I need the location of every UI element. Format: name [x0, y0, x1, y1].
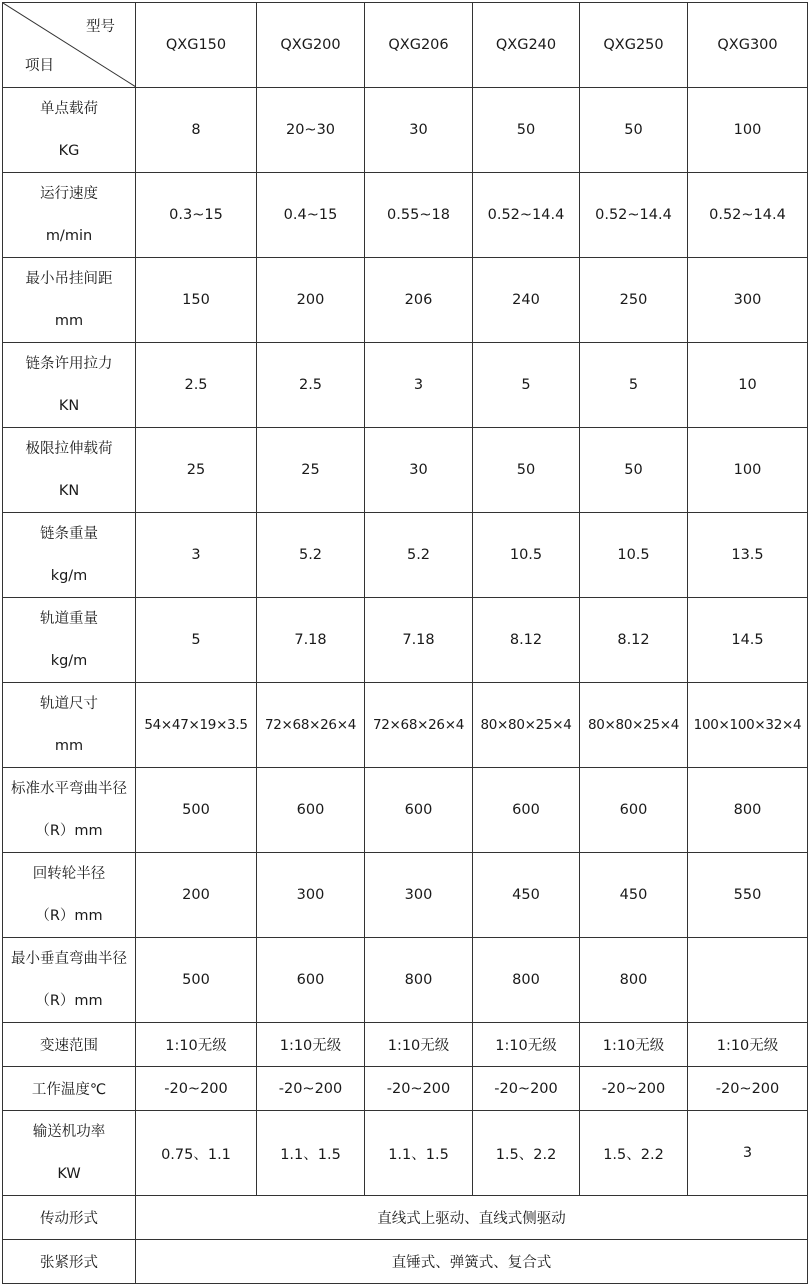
- value-cell: 5.2: [257, 513, 365, 598]
- value-cell: 100: [688, 428, 808, 513]
- table-row: [3, 1196, 808, 1240]
- value-cell: 3: [365, 343, 473, 428]
- value-cell: 1:10无级: [136, 1023, 257, 1067]
- value-cell: 450: [580, 853, 688, 938]
- value-cell: 100×100×32×4: [688, 683, 808, 768]
- spec-table: [2, 2, 808, 1284]
- merged-value-cell: 直线式上驱动、直线式侧驱动: [136, 1196, 808, 1240]
- value-cell: 600: [257, 768, 365, 853]
- value-cell: 0.4~15: [257, 173, 365, 258]
- table-row: [3, 683, 808, 768]
- value-cell: 206: [365, 258, 473, 343]
- row-label-cell: [3, 938, 136, 1023]
- row-label-name: 单点载荷: [40, 101, 98, 117]
- row-label-name: 轨道尺寸: [40, 696, 98, 712]
- value-cell: 7.18: [365, 598, 473, 683]
- value-cell: 5.2: [365, 513, 473, 598]
- value-cell: 600: [580, 768, 688, 853]
- row-label-name: 链条许用拉力: [25, 356, 113, 372]
- value-cell: 240: [473, 258, 580, 343]
- table-row: [3, 258, 808, 343]
- value-cell: -20~200: [580, 1067, 688, 1111]
- value-cell: 550: [688, 853, 808, 938]
- value-cell: 500: [136, 938, 257, 1023]
- value-cell: 30: [365, 88, 473, 173]
- value-cell: 0.75、1.1: [136, 1111, 257, 1196]
- value-cell: 1.1、1.5: [257, 1111, 365, 1196]
- table-row: [3, 88, 808, 173]
- value-cell: 300: [365, 853, 473, 938]
- row-label-cell: [3, 1111, 136, 1196]
- row-label-name: 最小垂直弯曲半径: [11, 951, 127, 967]
- value-cell: 0.52~14.4: [473, 173, 580, 258]
- row-label-cell: 传动形式: [3, 1196, 136, 1240]
- value-cell: 250: [580, 258, 688, 343]
- value-cell: 0.52~14.4: [580, 173, 688, 258]
- table-row: [3, 343, 808, 428]
- value-cell: 10: [688, 343, 808, 428]
- value-cell: 25: [136, 428, 257, 513]
- value-cell: 150: [136, 258, 257, 343]
- row-label-cell: [3, 853, 136, 938]
- value-cell: 600: [257, 938, 365, 1023]
- model-header: QXG300: [688, 3, 808, 88]
- row-label-unit: （R）mm: [35, 823, 103, 839]
- value-cell: -20~200: [688, 1067, 808, 1111]
- row-label-unit: mm: [54, 313, 84, 329]
- value-cell: 1:10无级: [257, 1023, 365, 1067]
- value-cell: 5: [136, 598, 257, 683]
- value-cell: 300: [257, 853, 365, 938]
- value-cell: 7.18: [257, 598, 365, 683]
- row-label-unit: （R）mm: [35, 908, 103, 924]
- value-cell: 100: [688, 88, 808, 173]
- model-header: QXG150: [136, 3, 257, 88]
- value-cell: 8: [136, 88, 257, 173]
- value-cell: 54×47×19×3.5: [136, 683, 257, 768]
- row-label-unit: m/min: [45, 228, 93, 244]
- value-cell: 600: [473, 768, 580, 853]
- model-header: QXG240: [473, 3, 580, 88]
- row-label-cell: 张紧形式: [3, 1240, 136, 1284]
- row-label-name: 轨道重量: [40, 611, 98, 627]
- value-cell: 0.55~18: [365, 173, 473, 258]
- row-label-cell: [3, 428, 136, 513]
- item-header-label: 项目: [25, 58, 54, 74]
- value-cell: 800: [473, 938, 580, 1023]
- row-label-cell: [3, 598, 136, 683]
- row-label-unit: kg/m: [50, 653, 88, 669]
- row-label-name: 回转轮半径: [32, 866, 106, 882]
- value-cell: 20~30: [257, 88, 365, 173]
- value-cell: 1.5、2.2: [473, 1111, 580, 1196]
- value-cell: 30: [365, 428, 473, 513]
- value-cell: 5: [580, 343, 688, 428]
- value-cell: 72×68×26×4: [365, 683, 473, 768]
- value-cell: 80×80×25×4: [580, 683, 688, 768]
- row-label-unit: （R）mm: [35, 993, 103, 1009]
- row-label-unit: kg/m: [50, 568, 88, 584]
- table-row: [3, 1240, 808, 1284]
- value-cell: 3: [688, 1111, 808, 1196]
- row-label-name: 标准水平弯曲半径: [11, 781, 127, 797]
- table-row: [3, 1067, 808, 1111]
- value-cell: -20~200: [136, 1067, 257, 1111]
- row-label-name: 链条重量: [40, 526, 98, 542]
- row-label-unit: mm: [54, 738, 84, 754]
- value-cell: 200: [257, 258, 365, 343]
- value-cell: 2.5: [136, 343, 257, 428]
- table-row: [3, 768, 808, 853]
- value-cell: 1.1、1.5: [365, 1111, 473, 1196]
- value-cell: 450: [473, 853, 580, 938]
- row-label-cell: 工作温度℃: [3, 1067, 136, 1111]
- value-cell: 25: [257, 428, 365, 513]
- table-row: [3, 938, 808, 1023]
- row-label-cell: [3, 343, 136, 428]
- value-cell: 1.5、2.2: [580, 1111, 688, 1196]
- diagonal-divider: [3, 3, 136, 87]
- value-cell: [688, 938, 808, 1023]
- row-label-name: 最小吊挂间距: [25, 271, 113, 287]
- value-cell: 500: [136, 768, 257, 853]
- value-cell: 1:10无级: [473, 1023, 580, 1067]
- value-cell: 800: [580, 938, 688, 1023]
- table-row: [3, 1023, 808, 1067]
- row-label-name: 运行速度: [40, 186, 98, 202]
- row-label-cell: [3, 683, 136, 768]
- row-label-cell: 变速范围: [3, 1023, 136, 1067]
- value-cell: 50: [580, 88, 688, 173]
- value-cell: 300: [688, 258, 808, 343]
- value-cell: 50: [473, 428, 580, 513]
- value-cell: 800: [688, 768, 808, 853]
- value-cell: 800: [365, 938, 473, 1023]
- value-cell: 1:10无级: [580, 1023, 688, 1067]
- value-cell: 0.52~14.4: [688, 173, 808, 258]
- row-label-cell: [3, 173, 136, 258]
- model-header: QXG200: [257, 3, 365, 88]
- row-label-unit: KN: [58, 398, 80, 414]
- value-cell: 8.12: [473, 598, 580, 683]
- row-label-unit: KN: [58, 483, 80, 499]
- value-cell: 600: [365, 768, 473, 853]
- value-cell: -20~200: [257, 1067, 365, 1111]
- row-label-unit: KG: [58, 143, 80, 159]
- table-row: [3, 428, 808, 513]
- corner-header-cell: [3, 3, 136, 88]
- value-cell: 10.5: [473, 513, 580, 598]
- value-cell: 1:10无级: [365, 1023, 473, 1067]
- value-cell: 13.5: [688, 513, 808, 598]
- row-label-cell: [3, 258, 136, 343]
- row-label-cell: [3, 513, 136, 598]
- model-header: QXG250: [580, 3, 688, 88]
- value-cell: 72×68×26×4: [257, 683, 365, 768]
- value-cell: 1:10无级: [688, 1023, 808, 1067]
- value-cell: 5: [473, 343, 580, 428]
- merged-value-cell: 直锤式、弹簧式、复合式: [136, 1240, 808, 1284]
- value-cell: 50: [580, 428, 688, 513]
- value-cell: 2.5: [257, 343, 365, 428]
- value-cell: 8.12: [580, 598, 688, 683]
- value-cell: 0.3~15: [136, 173, 257, 258]
- row-label-unit: KW: [57, 1166, 81, 1182]
- value-cell: -20~200: [473, 1067, 580, 1111]
- model-header-label: 型号: [86, 19, 115, 35]
- row-label-name: 输送机功率: [32, 1124, 106, 1140]
- value-cell: 200: [136, 853, 257, 938]
- value-cell: 14.5: [688, 598, 808, 683]
- value-cell: 80×80×25×4: [473, 683, 580, 768]
- value-cell: 50: [473, 88, 580, 173]
- row-label-cell: [3, 88, 136, 173]
- row-label-name: 极限拉伸载荷: [25, 441, 113, 457]
- table-row: [3, 598, 808, 683]
- table-row: [3, 513, 808, 598]
- table-row: [3, 1111, 808, 1196]
- value-cell: -20~200: [365, 1067, 473, 1111]
- header-row: [3, 3, 808, 88]
- value-cell: 10.5: [580, 513, 688, 598]
- model-header: QXG206: [365, 3, 473, 88]
- table-row: [3, 853, 808, 938]
- row-label-cell: [3, 768, 136, 853]
- table-row: [3, 173, 808, 258]
- value-cell: 3: [136, 513, 257, 598]
